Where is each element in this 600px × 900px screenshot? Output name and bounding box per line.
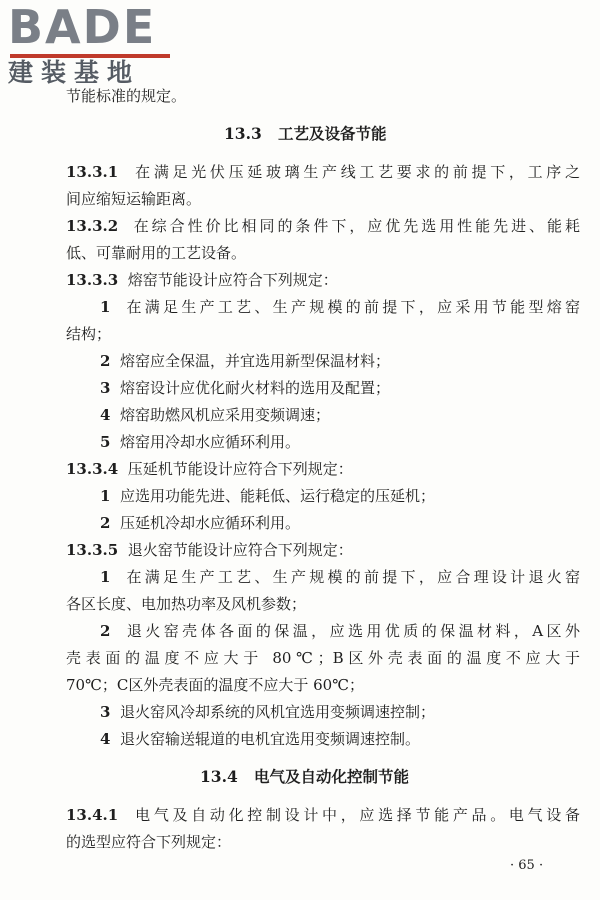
- text-line: 间应缩短运输距离。: [66, 190, 202, 208]
- item-1: 1 在满足生产工艺、生产规模的前提下，应采用节能型熔窑: [100, 298, 580, 316]
- item-2: 2 压延机冷却水应循环利用。: [100, 514, 300, 532]
- section-heading-13-4: 13.4 电气及自动化控制节能: [200, 767, 409, 786]
- item-1: 1 应选用功能先进、能耗低、运行稳定的压延机；: [100, 487, 435, 505]
- item-3: 3 退火窑风冷却系统的风机宜选用变频调速控制；: [100, 703, 435, 721]
- section-heading-13-3: 13.3 工艺及设备节能: [224, 124, 387, 143]
- text-line: 的选型应符合下列规定：: [66, 833, 232, 851]
- clause-13-3-2: 13.3.2 在综合性价比相同的条件下，应优先选用性能先进、能耗: [66, 217, 580, 235]
- bade-logo: [6, 0, 176, 87]
- item-2: 2 退火窑壳体各面的保温，应选用优质的保温材料，A区外: [100, 622, 580, 640]
- clause-13-3-5: 13.3.5 退火窑节能设计应符合下列规定：: [66, 541, 353, 559]
- text-line: 壳表面的温度不应大于 80℃；B区外壳表面的温度不应大于: [66, 649, 580, 667]
- text-line: 低、可靠耐用的工艺设备。: [66, 244, 247, 262]
- item-1: 1 在满足生产工艺、生产规模的前提下，应合理设计退火窑: [100, 568, 580, 586]
- text-line: 结构；: [66, 325, 112, 343]
- text-line: 70℃；C区外壳表面的温度不应大于 60℃；: [66, 676, 364, 694]
- item-5: 5 熔窑用冷却水应循环利用。: [100, 433, 300, 451]
- item-4: 4 熔窑助燃风机应采用变频调速；: [100, 406, 330, 424]
- clause-13-3-4: 13.3.4 压延机节能设计应符合下列规定：: [66, 460, 353, 478]
- item-3: 3 熔窑设计应优化耐火材料的选用及配置；: [100, 379, 390, 397]
- logo-wordmark: BADE: [8, 0, 157, 54]
- item-4: 4 退火窑输送辊道的电机宜选用变频调速控制。: [100, 730, 420, 748]
- item-2: 2 熔窑应全保温，并宜选用新型保温材料；: [100, 352, 390, 370]
- clause-13-4-1: 13.4.1 电气及自动化控制设计中，应选择节能产品。电气设备: [66, 806, 580, 824]
- page-number: · 65 ·: [510, 858, 544, 873]
- clause-13-3-1: 13.3.1 在满足光伏压延玻璃生产线工艺要求的前提下，工序之: [66, 163, 580, 181]
- clause-13-3-3: 13.3.3 熔窑节能设计应符合下列规定：: [66, 271, 338, 289]
- text-line: 各区长度、电加热功率及风机参数；: [66, 595, 307, 613]
- text-line: 节能标准的规定。: [66, 87, 187, 105]
- logo-chinese-name: 建装基地: [8, 58, 141, 87]
